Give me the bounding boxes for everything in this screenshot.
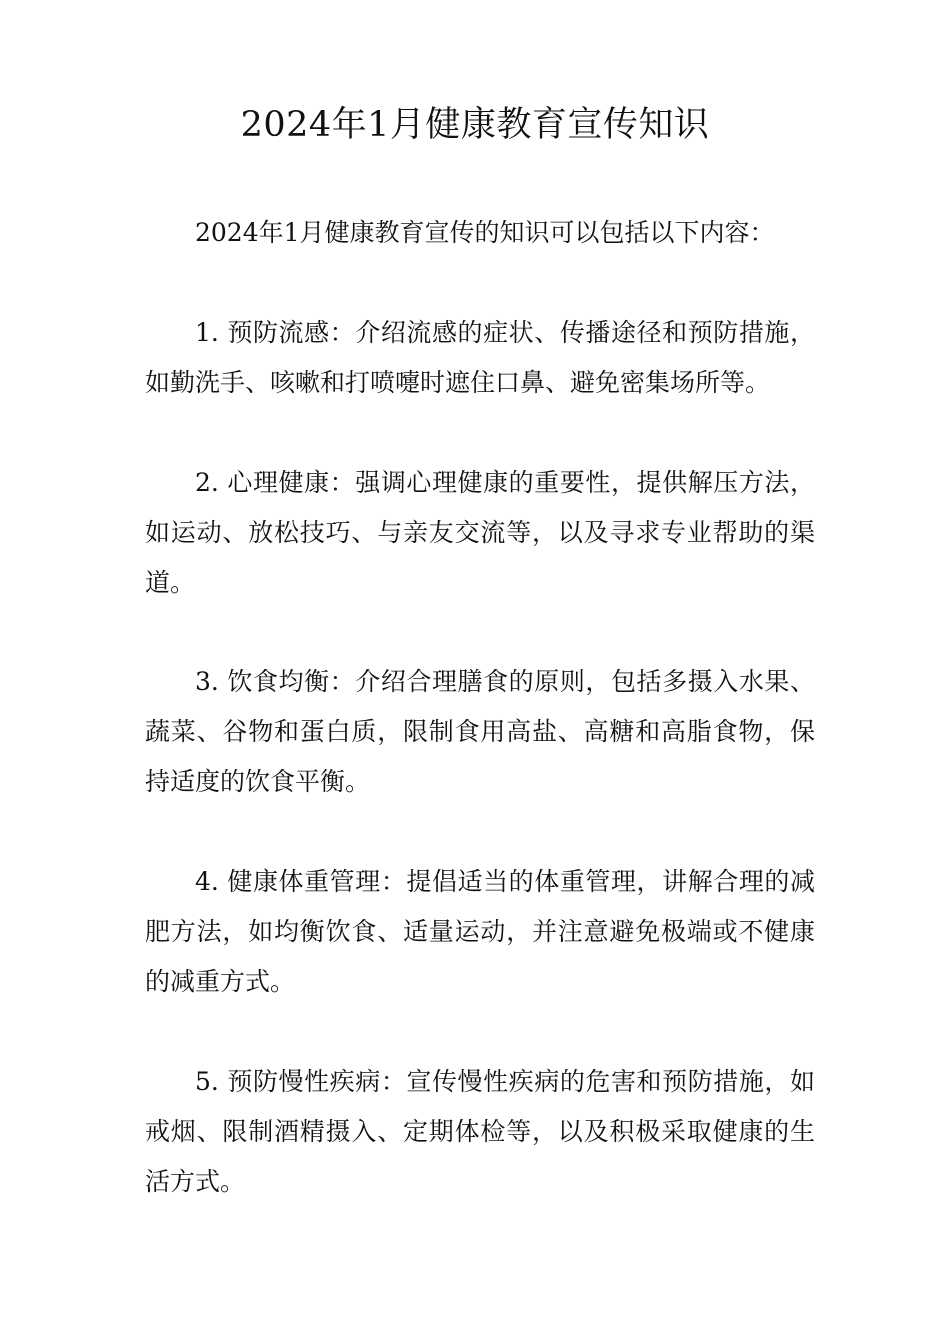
document-title: 2024年1月健康教育宣传知识 [240,105,710,145]
item-paragraph-1: 1. 预防流感：介绍流感的症状、传播途径和预防措施，如勤洗手、咳嗽和打喷嚏时遮住口鼻、避免密集场所等。 [145,318,815,397]
item-paragraph-4: 4. 健康体重管理：提倡适当的体重管理，讲解合理的减肥方法，如均衡饮食、适量运动，并注意避免极端或不健康的减重方式。 [145,867,815,996]
item-paragraph-3: 3. 饮食均衡：介绍合理膳食的原则，包括多摄入水果、蔬菜、谷物和蛋白质，限制食用高盐、高糖和高脂食物，保持适度的饮食平衡。 [145,667,815,796]
item-paragraph-2: 2. 心理健康：强调心理健康的重要性，提供解压方法，如运动、放松技巧、与亲友交流等，以及寻求专业帮助的渠道。 [145,468,815,597]
intro-paragraph: 2024年1月健康教育宣传的知识可以包括以下内容： [195,218,775,247]
item-paragraph-5: 5. 预防慢性疾病：宣传慢性疾病的危害和预防措施，如戒烟、限制酒精摄入、定期体检等，以及积极采取健康的生活方式。 [145,1067,815,1196]
